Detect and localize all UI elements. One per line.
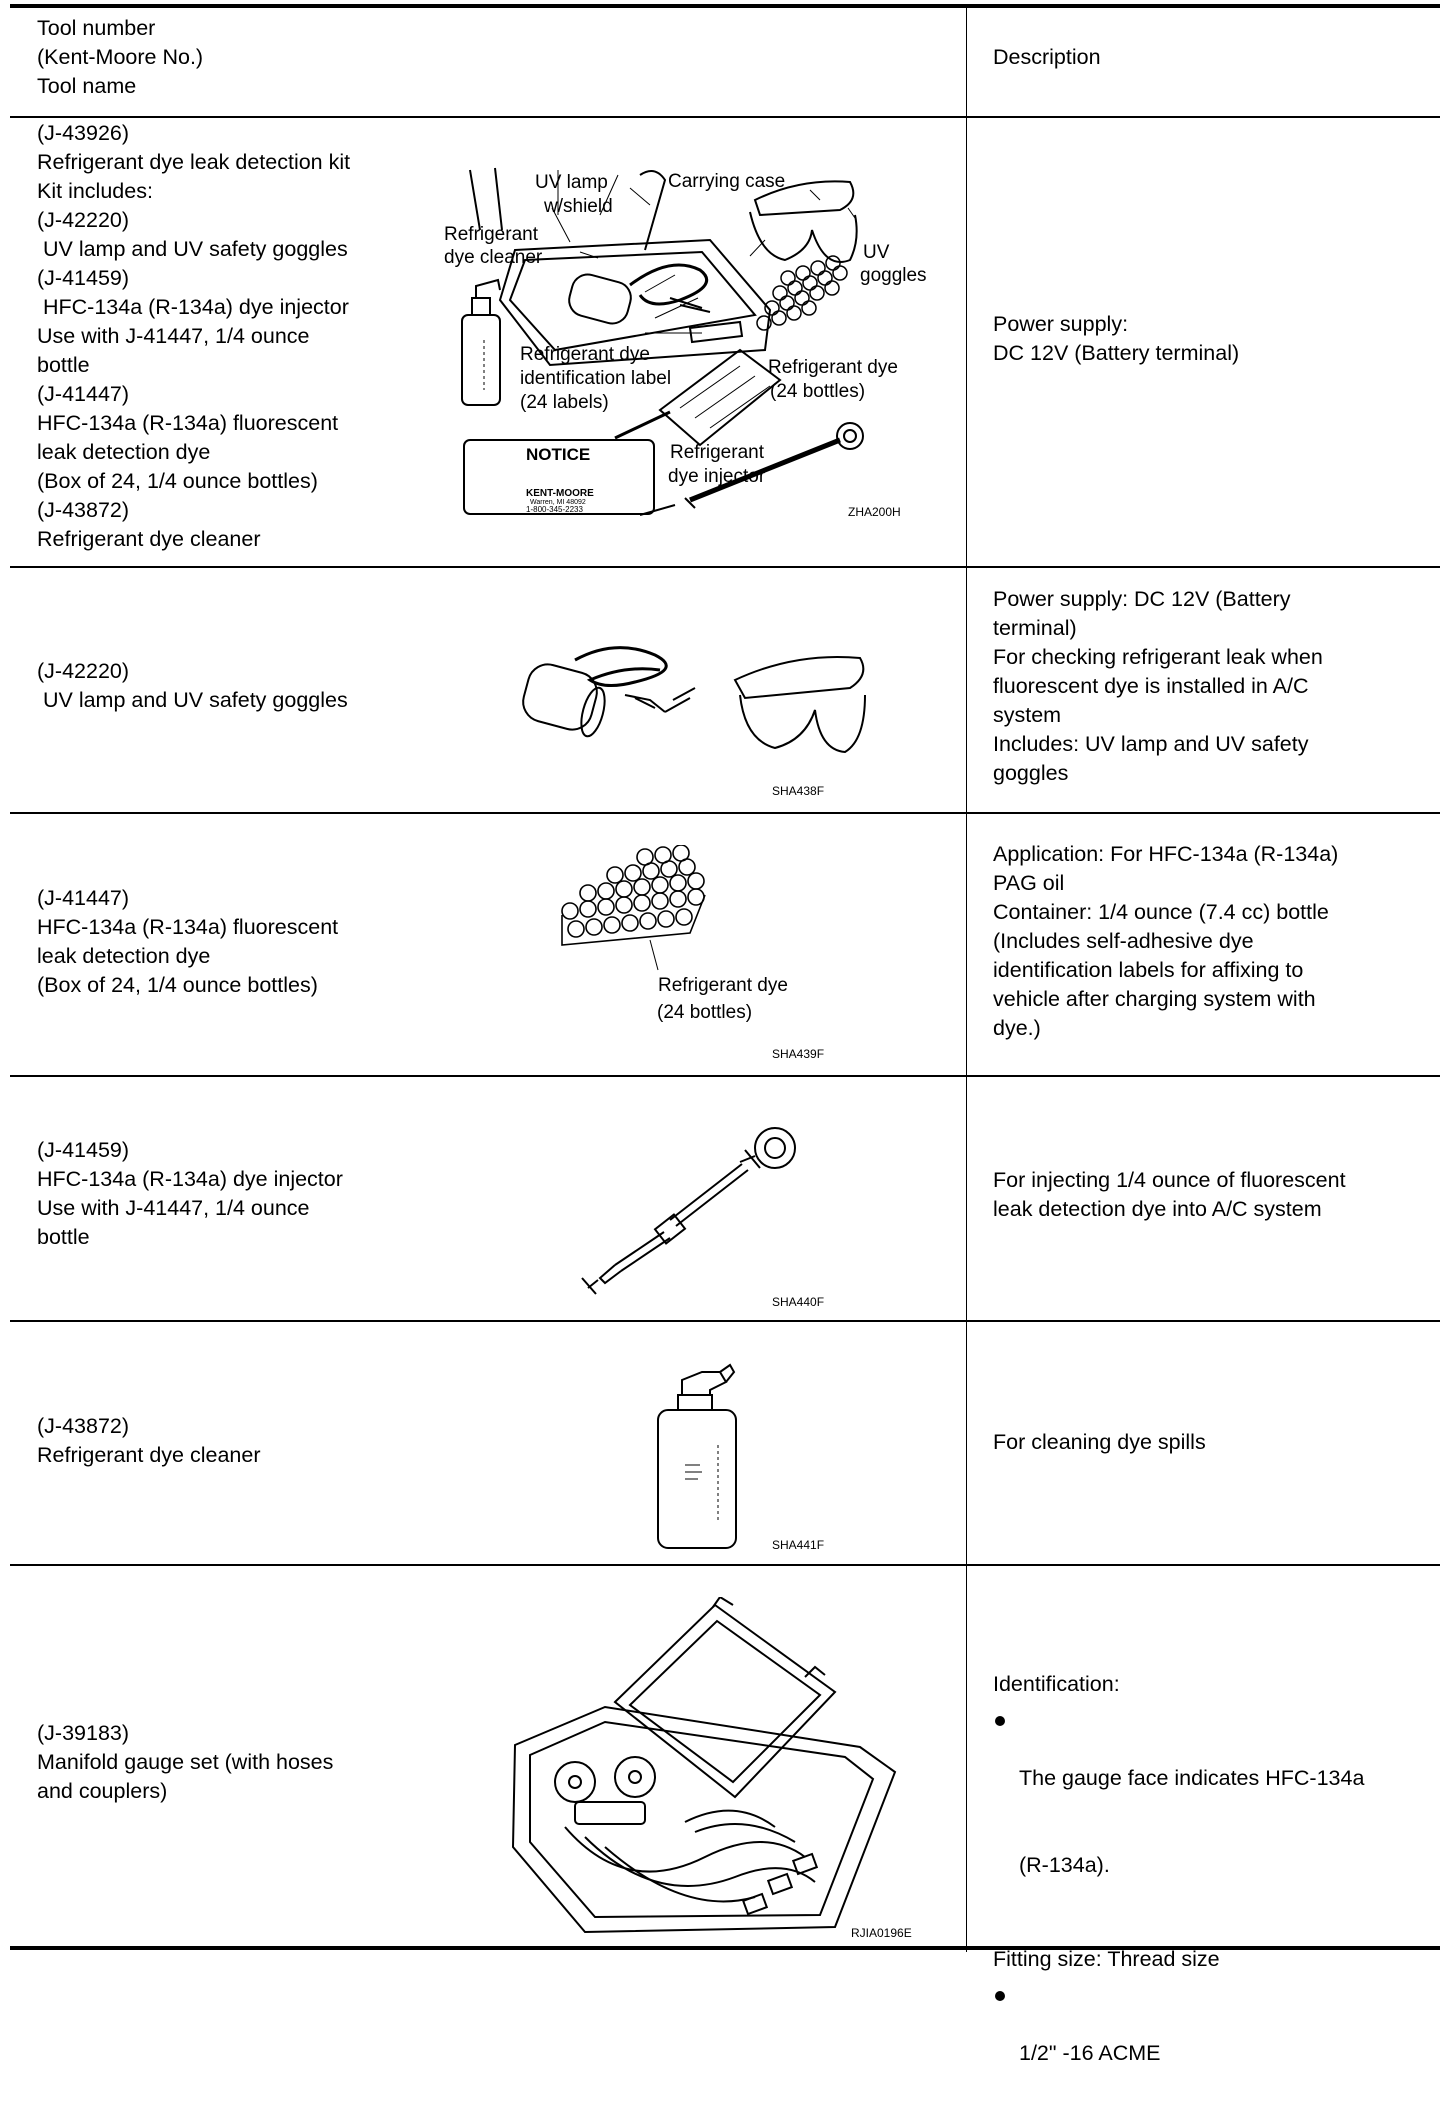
header-tool-line: Tool name xyxy=(37,74,137,98)
header-tool-cell xyxy=(37,14,203,101)
tool-line: (J-39183) xyxy=(37,1721,130,1745)
desc-heading: Identification: xyxy=(993,1672,1120,1696)
row-uv-lamp-description xyxy=(993,585,1413,788)
tool-line: Manifold gauge set (with hoses xyxy=(37,1750,334,1774)
row-injector-tool-cell xyxy=(37,1136,343,1252)
figure-code: SHA439F xyxy=(772,1047,825,1061)
desc-line: For checking refrigerant leak when xyxy=(993,645,1323,669)
tool-line: Refrigerant dye leak detection kit xyxy=(37,150,351,174)
manifold-gauge-illustration xyxy=(505,1597,935,1942)
desc-line: goggles xyxy=(993,761,1069,785)
tool-line: (Box of 24, 1/4 ounce bottles) xyxy=(37,469,318,493)
notice-title: NOTICE xyxy=(526,445,591,464)
tool-line: (J-41459) xyxy=(37,1138,130,1162)
column-divider xyxy=(966,6,967,1952)
label-dye: Refrigerant dye xyxy=(768,357,898,378)
desc-line: For injecting 1/4 ounce of fluorescent xyxy=(993,1168,1346,1192)
desc-line: terminal) xyxy=(993,616,1077,640)
desc-line: leak detection dye into A/C system xyxy=(993,1197,1322,1221)
figure-code: SHA441F xyxy=(772,1538,825,1552)
row-uv-lamp-tool-cell xyxy=(37,657,348,715)
tool-line: UV lamp and UV safety goggles xyxy=(37,237,348,261)
row-cleaner-description xyxy=(993,1428,1413,1457)
dye-injector-illustration xyxy=(570,1120,850,1310)
notice-brand: KENT-MOORE xyxy=(526,488,594,499)
label-cleaner-2: dye cleaner xyxy=(444,247,543,268)
uv-lamp-goggles-illustration xyxy=(515,640,885,805)
kit-illustration xyxy=(440,160,940,530)
tool-line: (J-41459) xyxy=(37,266,130,290)
desc-line: system xyxy=(993,703,1062,727)
figure-code: RJIA0196E xyxy=(851,1926,912,1940)
row-divider xyxy=(10,1320,1440,1322)
row-dye-tool-cell xyxy=(37,884,338,1000)
dye-bottles-illustration xyxy=(540,845,870,1070)
tool-line: (J-41447) xyxy=(37,382,130,406)
desc-bullet-line: The gauge face indicates HFC-134a xyxy=(1019,1766,1365,1790)
tool-line: UV lamp and UV safety goggles xyxy=(37,688,348,712)
tool-line: and couplers) xyxy=(37,1779,168,1803)
tool-line: Refrigerant dye cleaner xyxy=(37,527,261,551)
label-goggles-2: goggles xyxy=(860,265,927,286)
label-dye-2: (24 bottles) xyxy=(657,1002,753,1023)
desc-bullet-line: 1/2" -16 ACME xyxy=(1019,2041,1161,2065)
tool-line: Refrigerant dye cleaner xyxy=(37,1443,261,1467)
tool-line: Use with J-41447, 1/4 ounce xyxy=(37,1196,310,1220)
desc-line: Power supply: DC 12V (Battery xyxy=(993,587,1291,611)
desc-bullet xyxy=(993,1981,1413,2126)
row-dye-description xyxy=(993,840,1413,1043)
tool-line: (J-43872) xyxy=(37,498,130,522)
tool-line: (J-43926) xyxy=(37,121,130,145)
row-divider xyxy=(10,812,1440,814)
row-kit-description xyxy=(993,310,1413,368)
desc-line: Container: 1/4 ounce (7.4 cc) bottle xyxy=(993,900,1329,924)
notice-city: Warren, MI 48092 xyxy=(530,499,586,506)
desc-line: Includes: UV lamp and UV safety xyxy=(993,732,1309,756)
label-dye-2: (24 bottles) xyxy=(770,381,866,402)
tool-line: Use with J-41447, 1/4 ounce xyxy=(37,324,310,348)
row-cleaner-tool-cell xyxy=(37,1412,260,1470)
desc-line: fluorescent dye is installed in A/C xyxy=(993,674,1309,698)
tool-line: leak detection dye xyxy=(37,944,211,968)
label-uv-lamp: UV lamp xyxy=(535,172,608,193)
label-carrying-case: Carrying case xyxy=(668,171,786,192)
figure-code: ZHA200H xyxy=(848,505,901,519)
tool-line: HFC-134a (R-134a) fluorescent xyxy=(37,411,339,435)
desc-line: identification labels for affixing to xyxy=(993,958,1304,982)
tool-line: Kit includes: xyxy=(37,179,153,203)
label-cleaner: Refrigerant xyxy=(444,224,538,245)
row-divider xyxy=(10,116,1440,118)
label-goggles: UV xyxy=(863,242,890,263)
tool-line: HFC-134a (R-134a) dye injector xyxy=(37,295,349,319)
label-id-2: identification label xyxy=(520,368,672,389)
table-top-rule xyxy=(10,4,1440,8)
label-id: Refrigerant dye xyxy=(520,344,650,365)
figure-code: SHA438F xyxy=(772,784,825,798)
desc-line: Power supply: xyxy=(993,312,1129,336)
tool-line: (Box of 24, 1/4 ounce bottles) xyxy=(37,973,318,997)
row-divider xyxy=(10,1075,1440,1077)
tool-line: leak detection dye xyxy=(37,440,211,464)
notice-phone: 1-800-345-2233 xyxy=(526,505,583,514)
row-kit-tool-cell xyxy=(37,119,350,554)
tool-line: HFC-134a (R-134a) dye injector xyxy=(37,1167,343,1191)
desc-bullet xyxy=(993,1706,1413,1938)
desc-line: DC 12V (Battery terminal) xyxy=(993,341,1240,365)
row-gauge-description xyxy=(993,1670,1413,2126)
header-tool-line: (Kent-Moore No.) xyxy=(37,45,204,69)
dye-cleaner-illustration xyxy=(640,1350,870,1555)
row-divider xyxy=(10,566,1440,568)
header-description: Description xyxy=(993,45,1101,69)
label-uv-lamp-shield: w/shield xyxy=(544,196,613,217)
desc-bullet-line: (R-134a). xyxy=(1019,1853,1110,1877)
desc-line: For cleaning dye spills xyxy=(993,1430,1206,1454)
header-tool-line: Tool number xyxy=(37,16,156,40)
tool-line: bottle xyxy=(37,1225,90,1249)
desc-line: dye.) xyxy=(993,1016,1041,1040)
row-injector-description xyxy=(993,1166,1413,1224)
tool-line: bottle xyxy=(37,353,90,377)
tool-line: (J-41447) xyxy=(37,886,130,910)
row-gauge-tool-cell xyxy=(37,1719,333,1806)
label-injector-2: dye injector xyxy=(668,466,766,487)
label-id-3: (24 labels) xyxy=(520,392,609,413)
label-injector: Refrigerant xyxy=(670,442,764,463)
tool-line: HFC-134a (R-134a) fluorescent xyxy=(37,915,339,939)
tool-line: (J-42220) xyxy=(37,208,130,232)
tool-line: (J-43872) xyxy=(37,1414,130,1438)
desc-line: PAG oil xyxy=(993,871,1065,895)
desc-fitting: Fitting size: Thread size xyxy=(993,1947,1220,1971)
row-divider xyxy=(10,1564,1440,1566)
figure-code: SHA440F xyxy=(772,1295,825,1309)
label-dye: Refrigerant dye xyxy=(658,975,788,996)
tool-line: (J-42220) xyxy=(37,659,130,683)
desc-line: (Includes self-adhesive dye xyxy=(993,929,1254,953)
desc-line: vehicle after charging system with xyxy=(993,987,1316,1011)
desc-line: Application: For HFC-134a (R-134a) xyxy=(993,842,1339,866)
